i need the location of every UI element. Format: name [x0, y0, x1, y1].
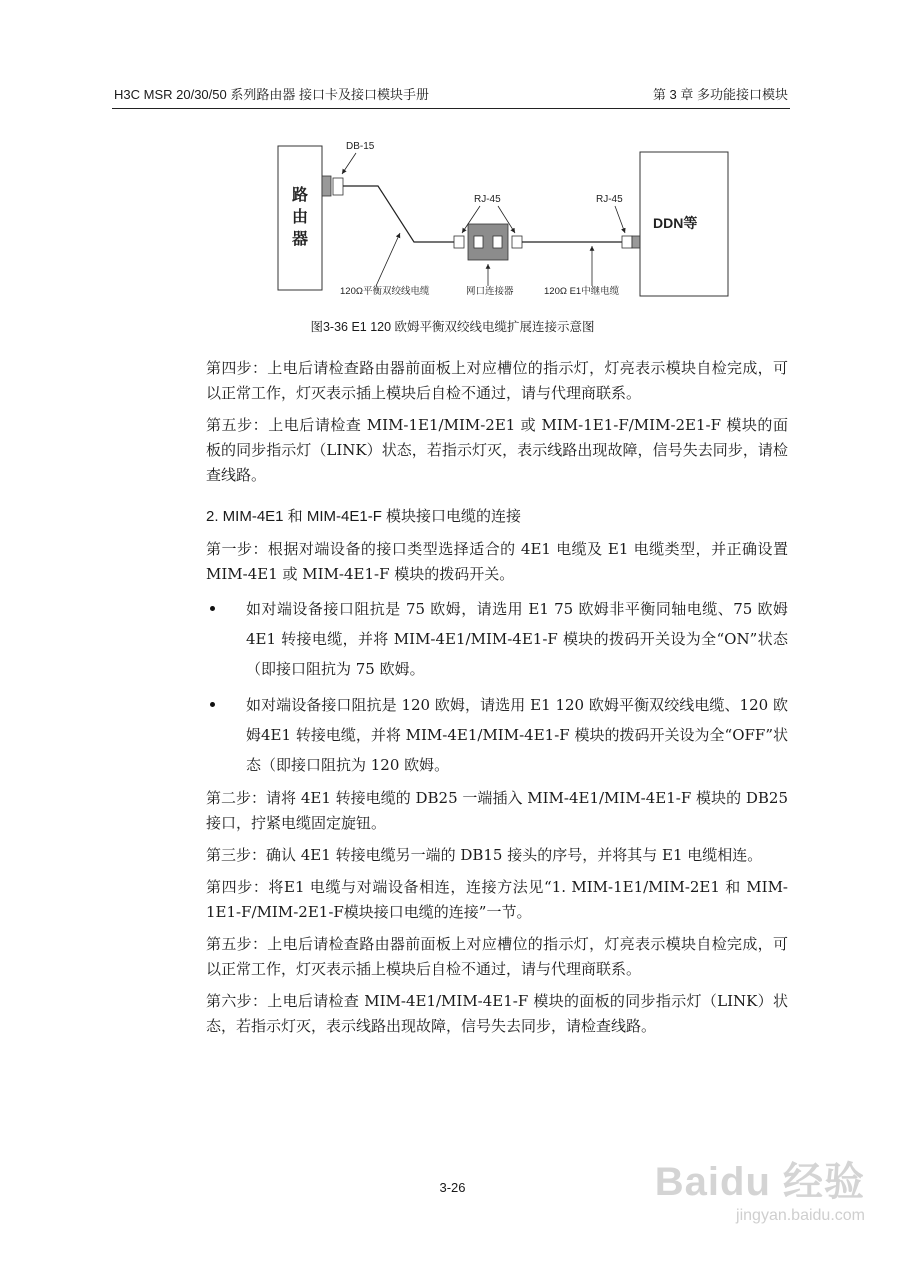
list-item	[206, 594, 788, 684]
balanced-cable-line	[343, 186, 454, 242]
page-number: 3-26	[439, 1180, 466, 1195]
figure-caption: 图3-36 E1 120 欧姆平衡双绞线电缆扩展连接示意图	[310, 320, 595, 334]
bullet-icon	[210, 702, 215, 707]
bullet-text-120ohm: 如对端设备接口阻抗是 120 欧姆，请选用 E1 120 欧姆平衡双绞线电缆、120 欧姆4E1 转接电缆，并将 MIM-4E1/MIM-4E1-F 模块的拨码开关设为全“OFF”状态（即接口阻抗为 120 欧姆。	[246, 696, 788, 774]
rj45-left-label: RJ-45	[474, 194, 501, 205]
watermark-logo-text: Baidu 经验	[654, 1160, 865, 1204]
rj45-plug-mid	[512, 236, 522, 248]
bullet-icon	[210, 606, 215, 611]
paragraph-4e1-step3: 第三步：确认 4E1 转接电缆另一端的 DB15 接头的序号，并将其与 E1 电缆相连。	[206, 846, 763, 864]
router-label-3: 器	[291, 231, 309, 248]
document-body	[206, 356, 788, 1046]
paragraph-4e1-step5: 第五步：上电后请检查路由器前面板上对应槽位的指示灯，灯亮表示模块自检完成，可以正常工作，灯灭表示插上模块后自检不通过，请与代理商联系。	[206, 935, 788, 978]
list-item	[206, 690, 788, 780]
rj45-right-label: RJ-45	[596, 194, 623, 205]
rj45-plug-right	[622, 236, 632, 248]
watermark-url: jingyan.baidu.com	[736, 1207, 865, 1224]
ddn-port	[632, 236, 640, 248]
router-label-2: 由	[291, 209, 309, 226]
e1-relay-label: 120Ω E1中继电缆	[544, 286, 620, 297]
paragraph-step4: 第四步：上电后请检查路由器前面板上对应槽位的指示灯，灯亮表示模块自检完成，可以正常工作，灯灭表示插上模块后自检不通过，请与代理商联系。	[206, 359, 788, 402]
db15-port	[322, 176, 331, 196]
page-header	[112, 84, 790, 109]
paragraph-4e1-step1: 第一步：根据对端设备的接口类型选择适合的 4E1 电缆及 E1 电缆类型，并正确设置 MIM-4E1 或 MIM-4E1-F 模块的拨码开关。	[206, 540, 788, 583]
connector-label: 网口连接器	[466, 286, 514, 297]
balanced-cable-label: 120Ω平衡双绞线电缆	[340, 286, 430, 297]
diagram-svg	[270, 136, 698, 306]
paragraph-4e1-step4: 第四步：将E1 电缆与对端设备相连，连接方法见“1. MIM-1E1/MIM-2E1 和 MIM-1E1-F/MIM-2E1-F模块接口电缆的连接”一节。	[206, 878, 788, 921]
baidu-watermark	[635, 1158, 865, 1238]
paragraph-4e1-step6: 第六步：上电后请检查 MIM-4E1/MIM-4E1-F 模块的面板的同步指示灯（LINK）状态，若指示灯灭，表示线路出现故障，信号失去同步，请检查线路。	[206, 992, 788, 1035]
router-label-1: 路	[291, 187, 309, 204]
ddn-label: DDN等	[653, 215, 698, 231]
header-manual-title: H3C MSR 20/30/50 系列路由器 接口卡及接口模块手册	[114, 87, 429, 102]
paragraph-4e1-step2: 第二步：请将 4E1 转接电缆的 DB25 一端插入 MIM-4E1/MIM-4E1-F 模块的 DB25 接口，拧紧电缆固定旋钮。	[206, 789, 788, 832]
connection-diagram	[270, 136, 698, 306]
bullet-text-75ohm: 如对端设备接口阻抗是 75 欧姆，请选用 E1 75 欧姆非平衡同轴电缆、75 欧姆 4E1 转接电缆，并将 MIM-4E1/MIM-4E1-F 模块的拨码开关设为全“ON”状态（即接口阻抗为 75 欧姆。	[246, 600, 788, 678]
impedance-bullet-list	[206, 594, 788, 780]
header-chapter-title: 第 3 章 多功能接口模块	[652, 87, 788, 102]
section-heading: 2. MIM-4E1 和 MIM-4E1-F 模块接口电缆的连接	[206, 508, 522, 525]
paragraph-step5: 第五步：上电后请检查 MIM-1E1/MIM-2E1 或 MIM-1E1-F/MIM-2E1-F 模块的面板的同步指示灯（LINK）状态，若指示灯灭，表示线路出现故障，信号失去同步，请检查线路。	[206, 416, 788, 484]
db15-plug	[333, 178, 343, 195]
db15-label: DB-15	[346, 141, 375, 152]
rj45-plug-left	[454, 236, 464, 248]
